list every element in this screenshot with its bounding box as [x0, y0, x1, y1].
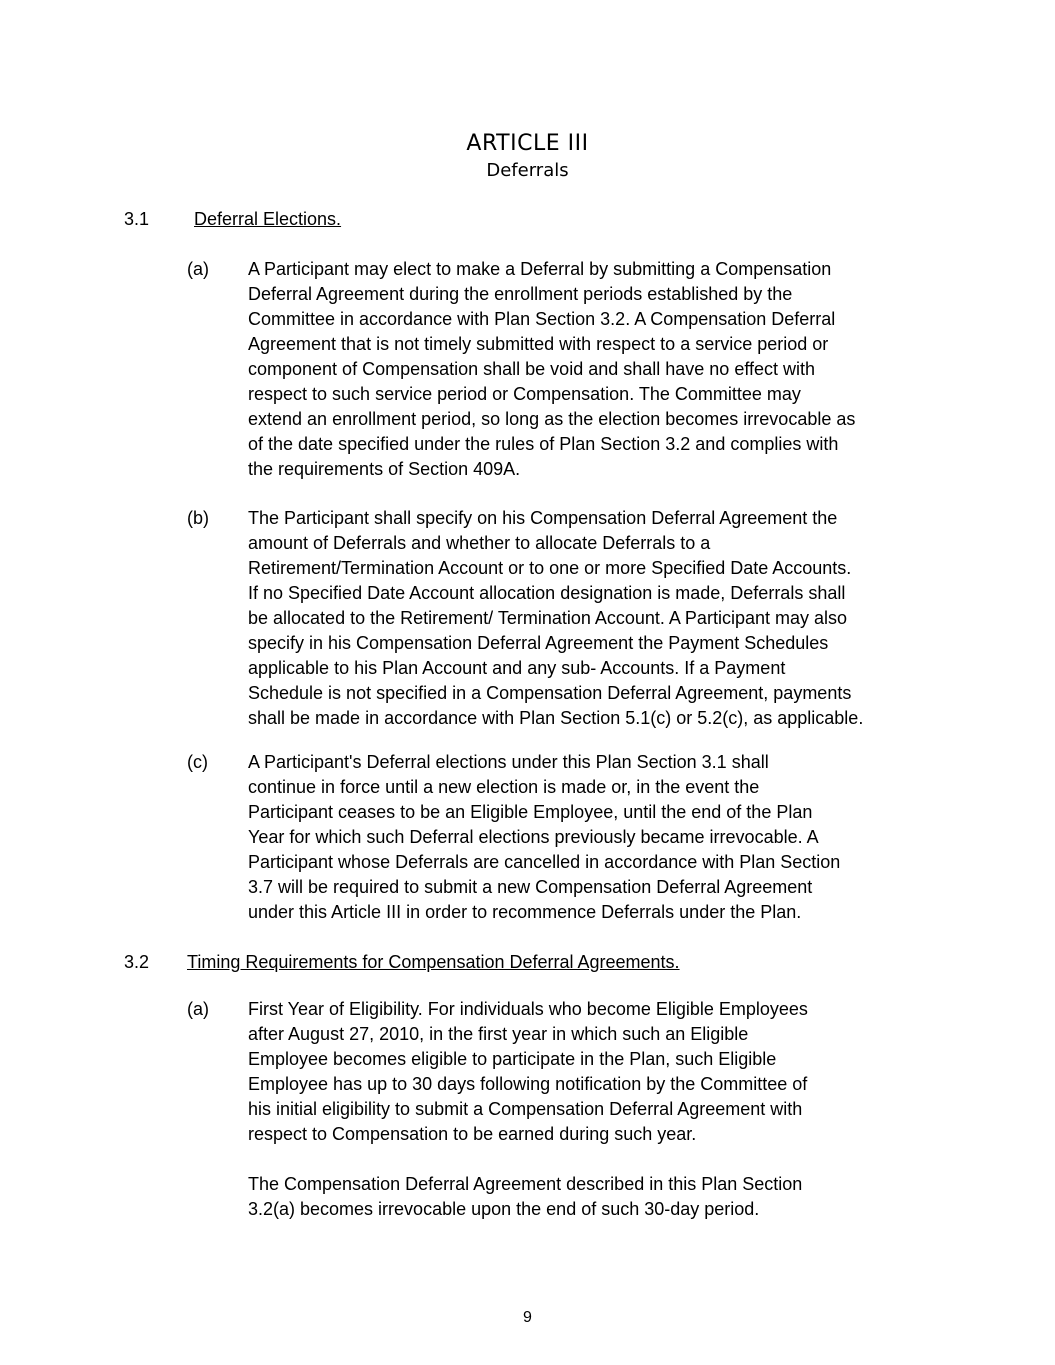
paragraph-line: 3.2(a) becomes irrevocable upon the end of such 30-day period.: [248, 1199, 760, 1219]
paragraph-line: amount of Deferrals and whether to allocate Deferrals to a: [248, 533, 711, 553]
paragraph-line: Committee in accordance with Plan Section 3.2. A Compensation Deferral: [248, 309, 836, 329]
paragraph-line: Employee has up to 30 days following notification by the Committee of: [248, 1074, 808, 1094]
section-title: Deferral Elections.: [194, 209, 342, 229]
paragraph-line: The Participant shall specify on his Compensation Deferral Agreement the: [248, 508, 838, 528]
paragraph-line: First Year of Eligibility. For individuals who become Eligible Employees: [248, 999, 808, 1019]
article-subheading: Deferrals: [486, 160, 569, 181]
paragraph-line: after August 27, 2010, in the first year in which such an Eligible: [248, 1024, 749, 1044]
item-paragraph: [248, 506, 938, 731]
paragraph-line: Employee becomes eligible to participate in the Plan, such Eligible: [248, 1049, 777, 1069]
paragraph-line: of the date specified under the rules of Plan Section 3.2 and complies with: [248, 434, 839, 454]
paragraph-line: Agreement that is not timely submitted with respect to a service period or: [248, 334, 829, 354]
paragraph-line: Retirement/Termination Account or to one or more Specified Date Accounts.: [248, 558, 852, 578]
item-label: (a): [187, 999, 209, 1019]
item-label: (a): [187, 259, 209, 279]
paragraph-line: Year for which such Deferral elections previously became irrevocable. A: [248, 827, 819, 847]
paragraph-line: extend an enrollment period, so long as the election becomes irrevocable as: [248, 409, 856, 429]
paragraph-line: continue in force until a new election is made or, in the event the: [248, 777, 760, 797]
item-paragraph: [248, 257, 938, 482]
paragraph-line: under this Article III in order to recommence Deferrals under the Plan.: [248, 902, 802, 922]
paragraph-line: component of Compensation shall be void and shall have no effect with: [248, 359, 816, 379]
paragraph-line: specify in his Compensation Deferral Agreement the Payment Schedules: [248, 633, 829, 653]
paragraph-line: A Participant's Deferral elections under this Plan Section 3.1 shall: [248, 752, 769, 772]
item-label: (c): [187, 752, 208, 772]
continuation-paragraph: [248, 1172, 938, 1222]
item-label: (b): [187, 508, 209, 528]
paragraph-line: The Compensation Deferral Agreement described in this Plan Section: [248, 1174, 803, 1194]
section-number: 3.1: [124, 209, 150, 229]
paragraph-line: Deferral Agreement during the enrollment periods established by the: [248, 284, 793, 304]
paragraph-line: Participant ceases to be an Eligible Employee, until the end of the Plan: [248, 802, 813, 822]
paragraph-line: shall be made in accordance with Plan Section 5.1(c) or 5.2(c), as applicable.: [248, 708, 864, 728]
paragraph-line: Schedule is not specified in a Compensation Deferral Agreement, payments: [248, 683, 852, 703]
section-title: Timing Requirements for Compensation Deferral Agreements.: [187, 952, 680, 972]
section-number: 3.2: [124, 952, 150, 972]
paragraph-line: 3.7 will be required to submit a new Compensation Deferral Agreement: [248, 877, 813, 897]
paragraph-line: A Participant may elect to make a Deferral by submitting a Compensation: [248, 259, 832, 279]
paragraph-line: If no Specified Date Account allocation designation is made, Deferrals shall: [248, 583, 846, 603]
paragraph-line: Participant whose Deferrals are cancelled in accordance with Plan Section: [248, 852, 841, 872]
item-paragraph: [248, 750, 938, 925]
paragraph-line: his initial eligibility to submit a Compensation Deferral Agreement with: [248, 1099, 803, 1119]
paragraph-line: respect to Compensation to be earned during such year.: [248, 1124, 697, 1144]
article-heading: ARTICLE III: [466, 131, 589, 156]
paragraph-line: be allocated to the Retirement/ Termination Account. A Participant may also: [248, 608, 848, 628]
page-number: 9: [523, 1309, 532, 1326]
paragraph-line: the requirements of Section 409A.: [248, 459, 521, 479]
paragraph-line: applicable to his Plan Account and any sub- Accounts. If a Payment: [248, 658, 786, 678]
item-paragraph: [248, 997, 938, 1147]
paragraph-line: respect to such service period or Compensation. The Committee may: [248, 384, 801, 404]
